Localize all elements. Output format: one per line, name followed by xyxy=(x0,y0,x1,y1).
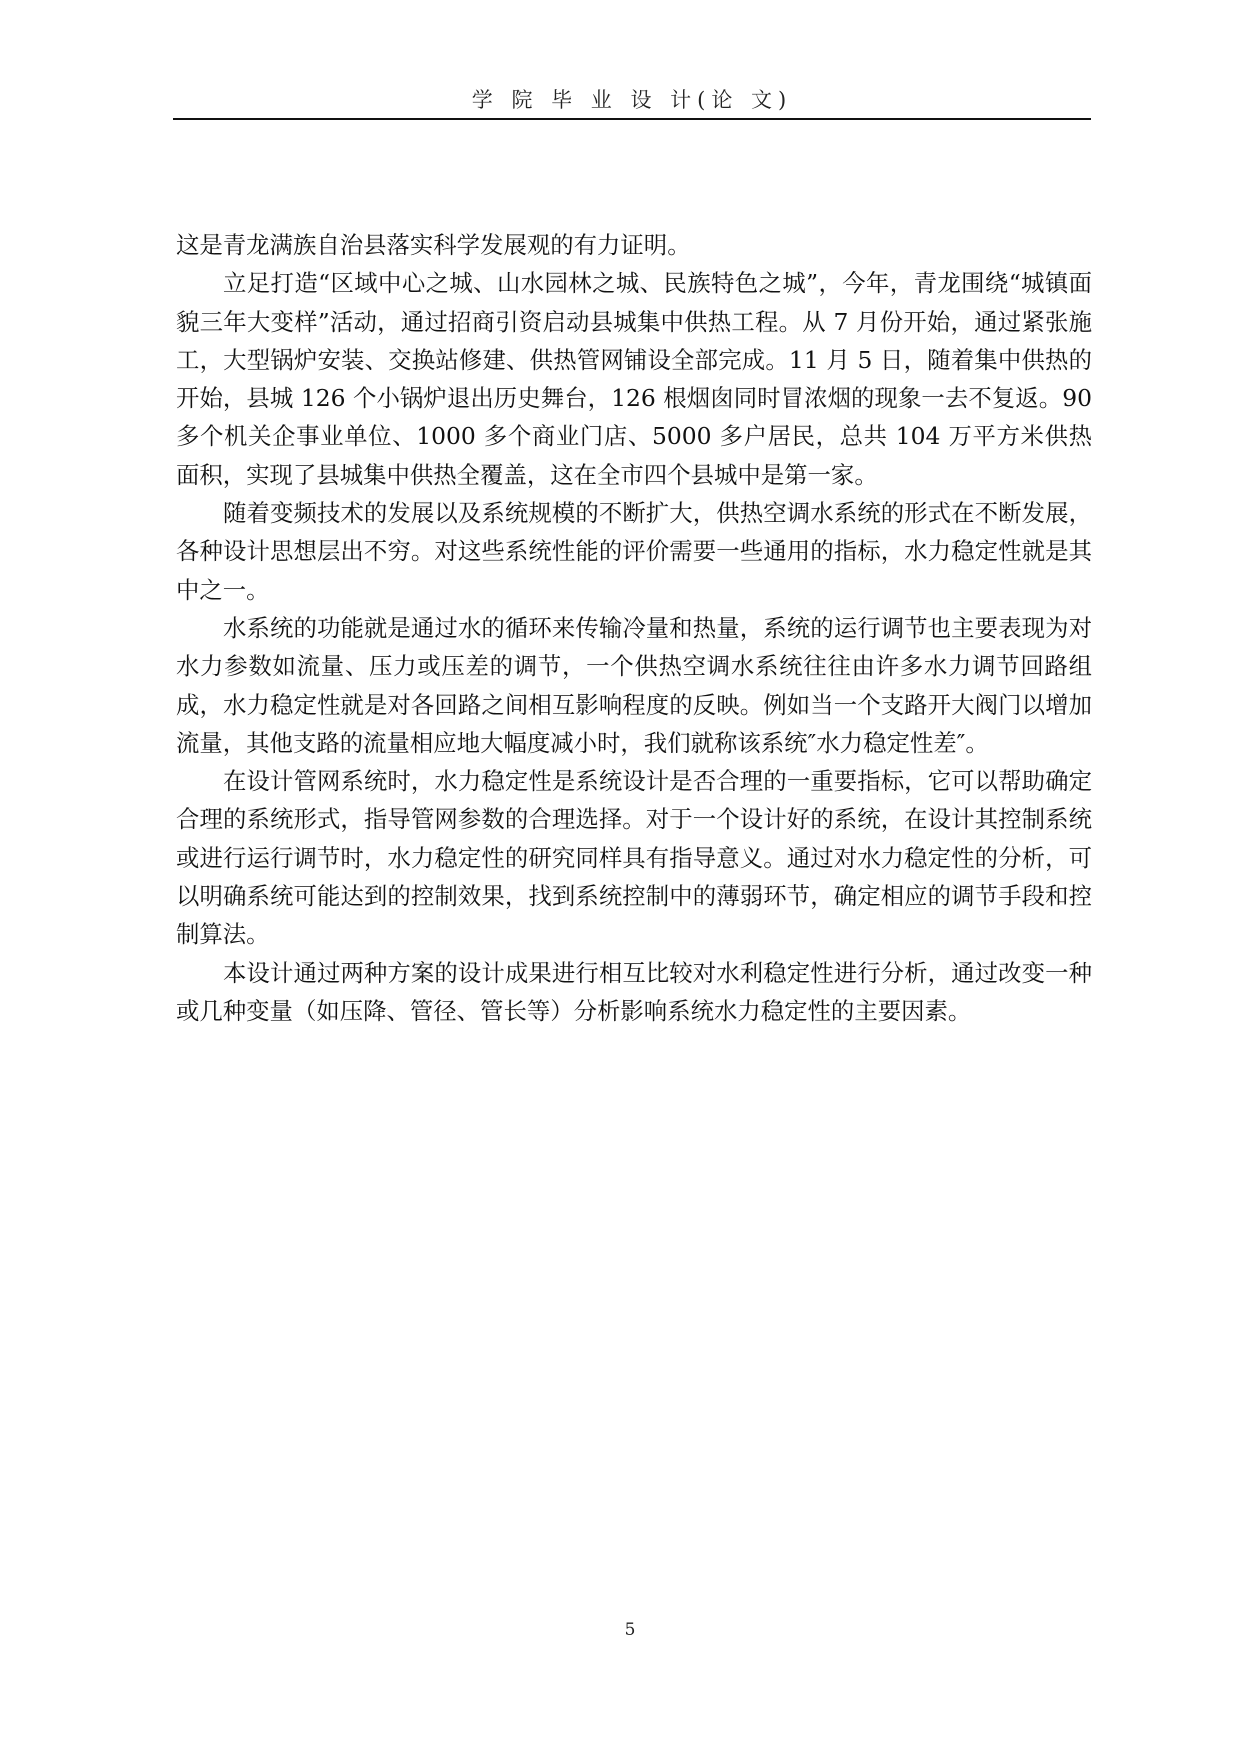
paragraph-continuation: 这是青龙满族自治县落实科学发展观的有力证明。 xyxy=(176,231,691,259)
paragraph: 在设计管网系统时，水力稳定性是系统设计是否合理的一重要指标，它可以帮助确定合理的系统形式，指导管网参数的合理选择。对于一个设计好的系统，在设计其控制系统或进行运行调节时，水力稳定性的研究同样具有指导意义。通过对水力稳定性的分析，可以明确系统可能达到的控制效果，找到系统控制中的薄弱环节，确定相应的调节手段和控制算法。 xyxy=(176,767,1092,949)
body-text xyxy=(176,226,1092,1030)
paragraph: 随着变频技术的发展以及系统规模的不断扩大，供热空调水系统的形式在不断发展，各种设计思想层出不穷。对这些系统性能的评价需要一些通用的指标，水力稳定性就是其中之一。 xyxy=(176,499,1092,604)
page-number: 5 xyxy=(624,1620,636,1640)
paragraph: 本设计通过两种方案的设计成果进行相互比较对水利稳定性进行分析，通过改变一种或几种变量（如压降、管径、管长等）分析影响系统水力稳定性的主要因素。 xyxy=(176,958,1092,1025)
header-rule xyxy=(173,118,1091,120)
running-header: 学 院 毕 业 设 计(论 文) xyxy=(471,88,793,112)
paragraph: 水系统的功能就是通过水的循环来传输冷量和热量，系统的运行调节也主要表现为对水力参数如流量、压力或压差的调节，一个供热空调水系统往往由许多水力调节回路组成，水力稳定性就是对各回路之间相互影响程度的反映。例如当一个支路开大阀门以增加流量，其他支路的流量相应地大幅度减小时，我们就称该系统″水力稳定性差″。 xyxy=(176,613,1092,757)
paragraph: 立足打造“区域中心之城、山水园林之城、民族特色之城”，今年，青龙围绕“城镇面貌三年大变样”活动，通过招商引资启动县城集中供热工程。从 7 月份开始，通过紧张施工，大型锅炉安装、交换站修建、供热管网铺设全部完成。11 月 5 日，随着集中供热的开始，县城 126 个小锅炉退出历史舞台，126 根烟囱同时冒浓烟的现象一去不复返。90 多个机关企事业单位、1000 多个商业门店、5000 多户居民，总共 104 万平方米供热面积，实现了县城集中供热全覆盖，这在全市四个县城中是第一家。 xyxy=(176,269,1092,489)
